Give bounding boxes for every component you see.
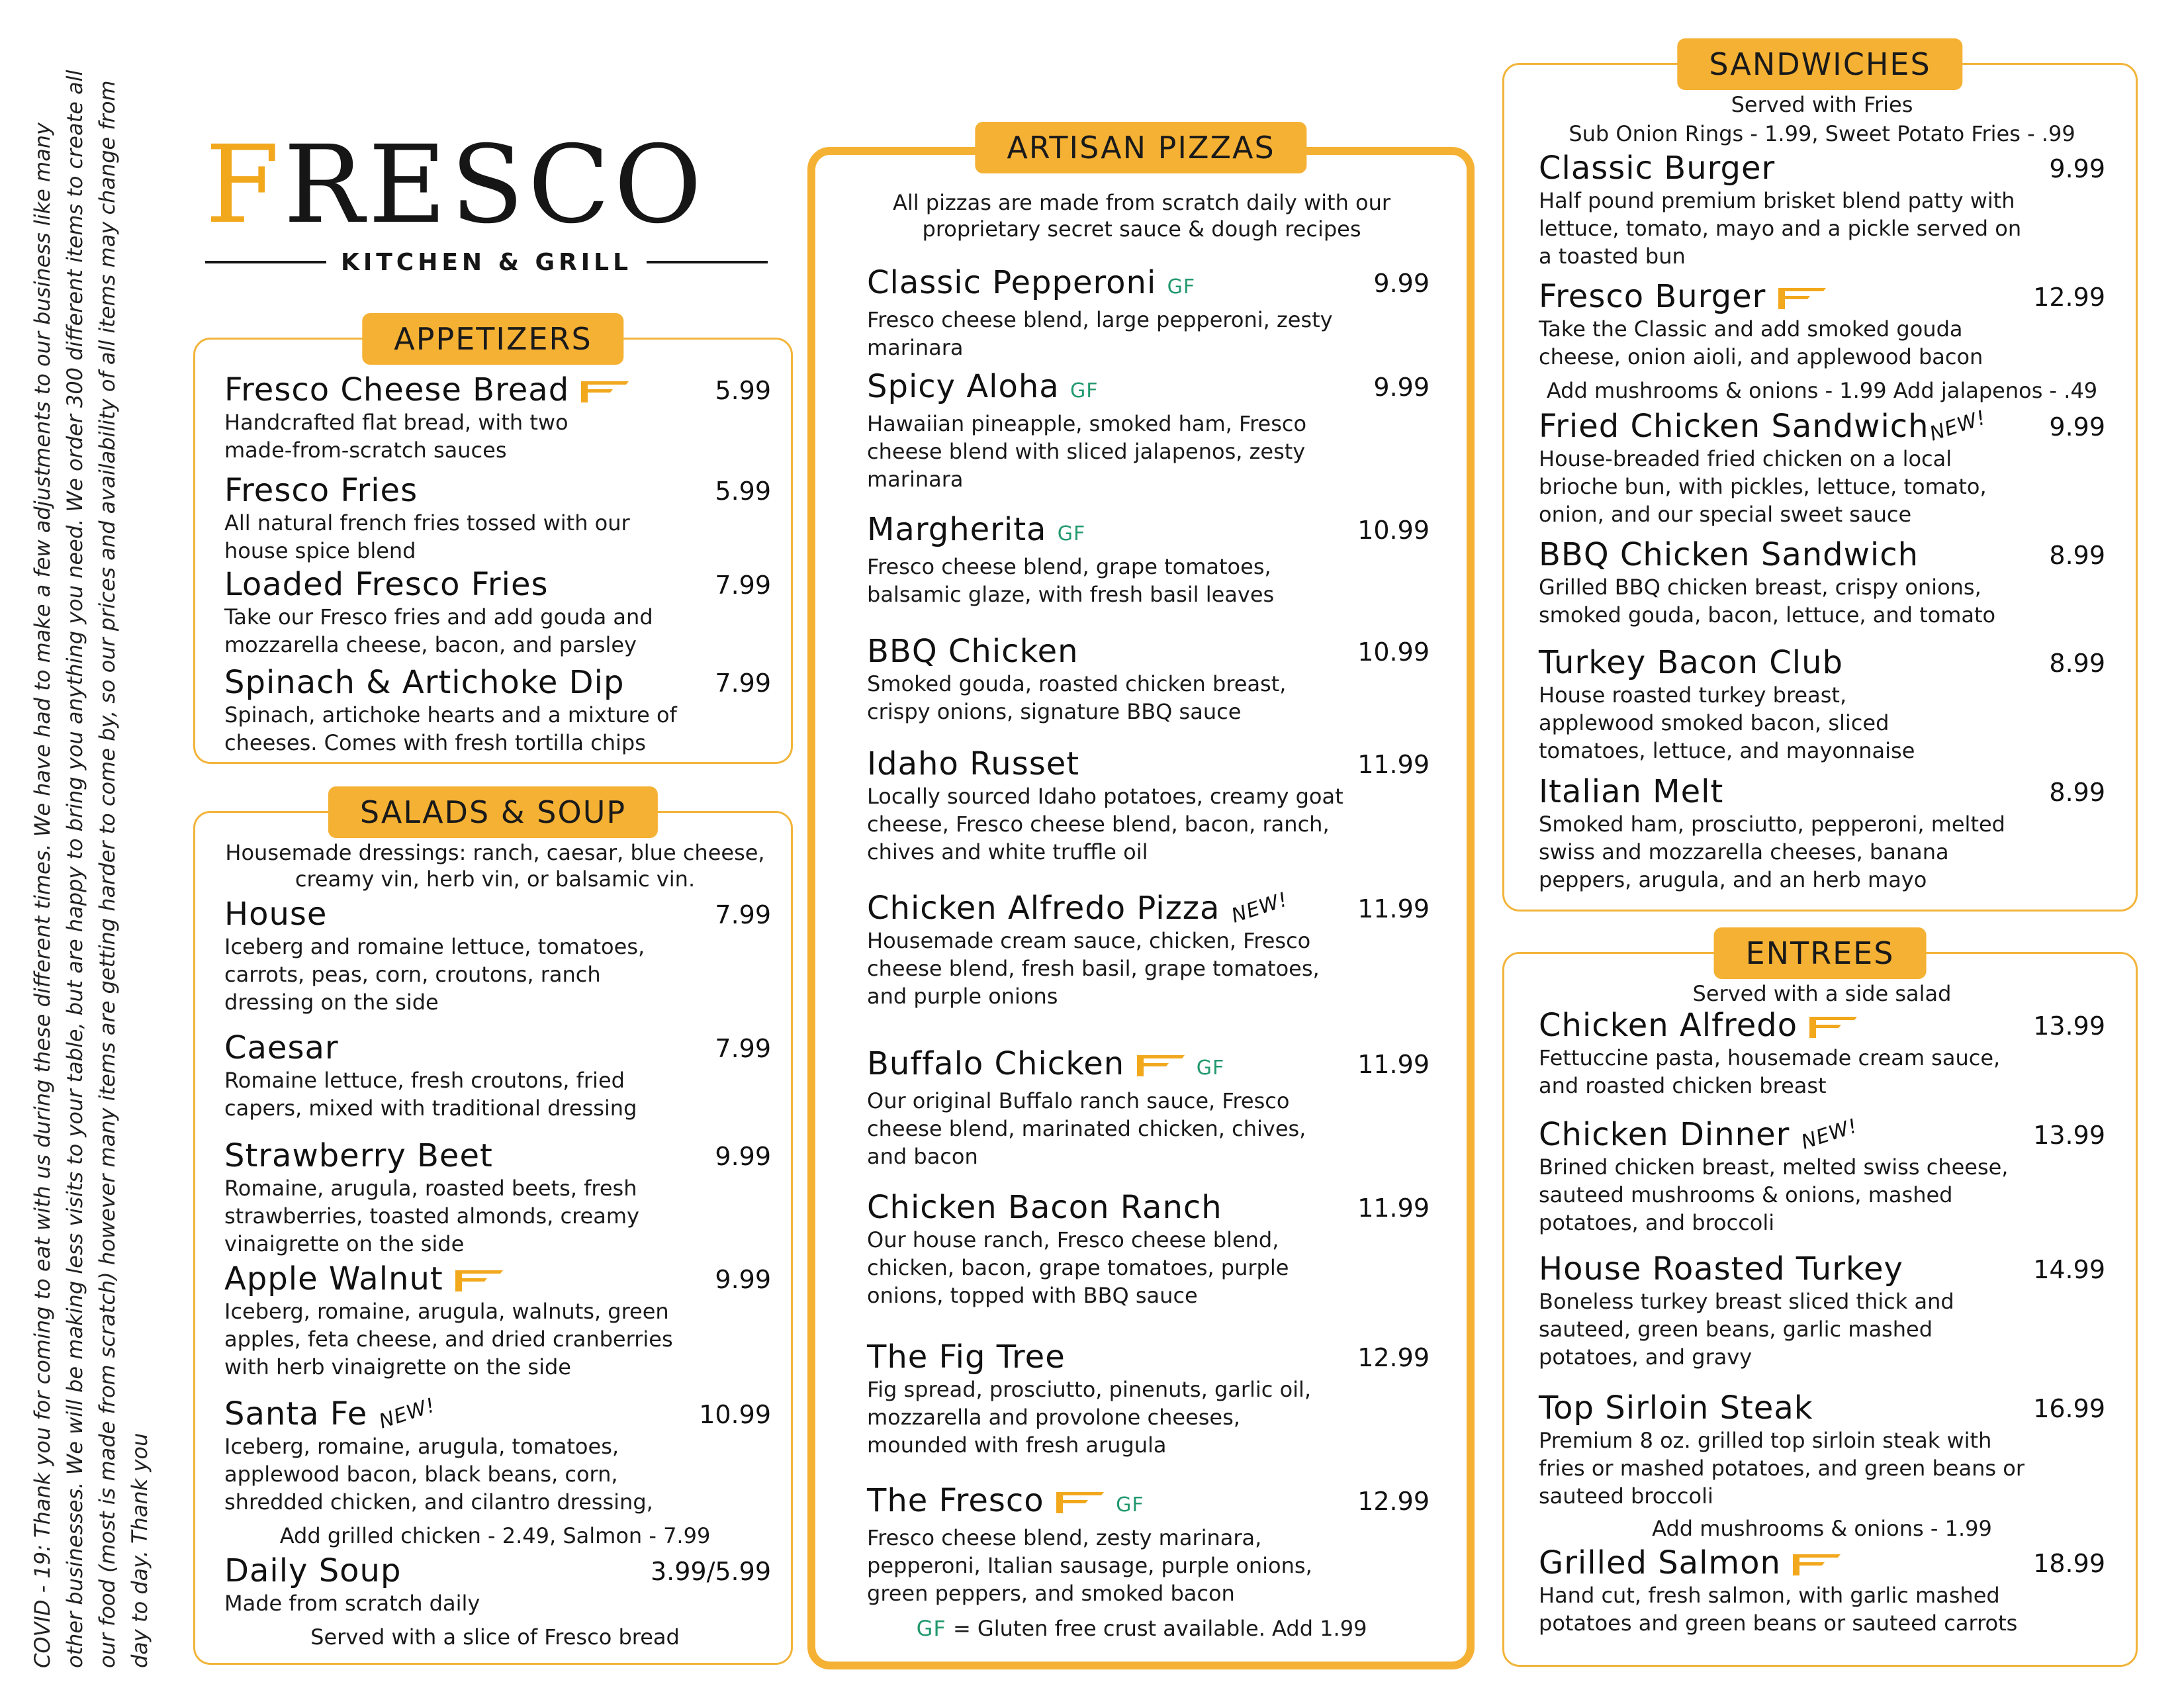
item-name: Fried Chicken Sandwich: [1539, 408, 1929, 445]
new-badge: NEW!: [1927, 406, 1989, 446]
item-description: Handcrafted flat bread, with two made-from-scratch sauces: [224, 410, 569, 463]
menu-item: [867, 1338, 1430, 1459]
item-name: Turkey Bacon Club: [1539, 644, 1843, 681]
item-price: 7.99: [715, 669, 771, 698]
item-price: 13.99: [2033, 1011, 2105, 1041]
item-price: 7.99: [715, 571, 771, 600]
menu-item: [1539, 1116, 2105, 1237]
item-price: 11.99: [1357, 750, 1430, 779]
item-name: Loaded Fresco Fries: [224, 566, 549, 603]
appetizers-section: [193, 321, 793, 764]
covid-notice: COVID - 19: Thank you for coming to eat with us during these different times. We have had to make a few adjustments to our business like many other businesses. We will be making less visits to your table, but are happy to bring you anything you need. We order 300 different items to create all our food (most is made from scratch) however many items are getting harder to come by, so our prices and availability of all items may change from day to day. Thank you: [30, 70, 152, 1668]
item-name: Strawberry Beet: [224, 1137, 493, 1174]
salads-soup-section: [193, 794, 793, 1665]
artisan-pizzas-section: [807, 130, 1475, 1669]
item-description: Iceberg, romaine, arugula, walnuts, green apples, feta cheese, and dried cranberries with herb vinaigrette on the side: [224, 1299, 673, 1380]
item-price: 9.99: [1373, 373, 1430, 402]
salad-addon-note: Add grilled chicken - 2.49, Salmon - 7.99: [279, 1523, 711, 1548]
item-name: Margherita: [867, 511, 1047, 548]
gf-badge: GF: [1167, 275, 1196, 299]
menu-item: [867, 890, 1430, 1010]
item-price: 10.99: [699, 1400, 771, 1429]
entrees-section: [1502, 935, 2138, 1667]
menu-item: [1539, 1007, 2105, 1100]
fresco-logo: [205, 123, 768, 281]
item-price: 9.99: [715, 1142, 771, 1171]
item-name: Chicken Alfredo Pizza: [867, 890, 1220, 927]
fresco-f-icon: [1808, 1016, 1858, 1039]
new-badge: NEW!: [1798, 1114, 1860, 1154]
item-price: 7.99: [715, 1034, 771, 1063]
new-badge: NEW!: [376, 1393, 438, 1434]
item-description: Spinach, artichoke hearts and a mixture of cheeses. Comes with fresh tortilla chips: [224, 702, 677, 755]
menu-item: [867, 368, 1430, 493]
item-description: Iceberg and romaine lettuce, tomatoes, carrots, peas, corn, croutons, ranch dressing on the side: [224, 934, 645, 1015]
gf-badge: GF: [1057, 522, 1086, 545]
item-price: 9.99: [2049, 412, 2105, 442]
sandwiches-heading: SANDWICHES: [1677, 38, 1962, 90]
gf-badge: GF: [1116, 1493, 1144, 1517]
entrees-heading: ENTREES: [1714, 927, 1927, 979]
item-price: 11.99: [1357, 894, 1430, 923]
menu-item: [867, 511, 1430, 608]
fresco-f-icon: [1792, 1554, 1842, 1576]
item-description: Fig spread, prosciutto, pinenuts, garlic oil, mozzarella and provolone cheeses, mounded with fresh arugula: [867, 1377, 1312, 1458]
item-name: Grilled Salmon: [1539, 1544, 1781, 1581]
item-name: Classic Pepperoni: [867, 264, 1157, 301]
item-description: Take the Classic and add smoked gouda cheese, onion aioli, and applewood bacon: [1539, 316, 1983, 369]
item-description: Smoked gouda, roasted chicken breast, crispy onions, signature BBQ sauce: [867, 671, 1287, 724]
item-description: Fresco cheese blend, grape tomatoes, balsamic glaze, with fresh basil leaves: [867, 554, 1275, 607]
item-price: 5.99: [715, 376, 771, 405]
item-description: Hawaiian pineapple, smoked ham, Fresco cheese blend with sliced jalapenos, zesty marinara: [867, 411, 1307, 492]
entrees-served-note: Served with a side salad: [1692, 981, 1952, 1006]
logo-rule-left: [205, 261, 326, 263]
item-description: Boneless turkey breast sliced thick and sauteed, green beans, garlic mashed potatoes, and gravy: [1539, 1289, 1954, 1370]
menu-item: [867, 264, 1430, 361]
gf-badge: GF: [1196, 1056, 1225, 1080]
menu-item: [224, 1137, 771, 1258]
item-name: Fresco Fries: [224, 472, 418, 509]
menu-item: [224, 1029, 771, 1122]
item-price: 9.99: [1373, 269, 1430, 298]
item-price: 9.99: [2049, 154, 2105, 183]
salads-soup-heading: SALADS & SOUP: [328, 786, 658, 838]
gf-badge: GF: [1069, 379, 1099, 402]
item-price: 9.99: [715, 1265, 771, 1294]
menu-item: [1539, 408, 2105, 528]
item-description: Our original Buffalo ranch sauce, Fresco cheese blend, marinated chicken, chives, and bacon: [867, 1088, 1306, 1169]
item-name: Top Sirloin Steak: [1539, 1389, 1813, 1427]
item-price: 14.99: [2033, 1255, 2105, 1284]
soup-footer-note: Served with a slice of Fresco bread: [310, 1624, 680, 1650]
item-price: 12.99: [2033, 283, 2105, 312]
item-description: Fettuccine pasta, housemade cream sauce, and roasted chicken breast: [1539, 1045, 2001, 1098]
fresco-f-icon: [1136, 1055, 1186, 1077]
item-description: Smoked ham, prosciutto, pepperoni, melted swiss and mozzarella cheeses, banana peppers, arugula, and an herb mayo: [1539, 812, 2005, 892]
item-name: BBQ Chicken: [867, 633, 1079, 670]
item-name: Fresco Cheese Bread: [224, 371, 570, 408]
item-name: The Fig Tree: [867, 1338, 1066, 1376]
fresco-f-icon: [1055, 1491, 1105, 1514]
item-price: 13.99: [2033, 1121, 2105, 1150]
menu-item: [1539, 644, 2105, 765]
menu-item: [224, 566, 771, 659]
new-badge: NEW!: [1228, 888, 1291, 928]
fresco-f-icon: [1777, 287, 1827, 310]
logo-subtitle-row: [205, 246, 768, 279]
item-price: 12.99: [1357, 1343, 1430, 1372]
appetizers-heading: APPETIZERS: [362, 313, 623, 365]
item-name: Idaho Russet: [867, 745, 1080, 782]
item-name: Buffalo Chicken: [867, 1045, 1125, 1082]
menu-item: [867, 745, 1430, 866]
sandwich-addon-note: Add mushrooms & onions - 1.99 Add jalapenos - .49: [1546, 378, 2098, 403]
item-name: House Roasted Turkey: [1539, 1250, 1903, 1288]
item-description: Half pound premium brisket blend patty with lettuce, tomato, mayo and a pickle served on a toasted bun: [1539, 188, 2022, 269]
item-description: Our house ranch, Fresco cheese blend, chicken, bacon, grape tomatoes, purple onions, topped with BBQ sauce: [867, 1227, 1289, 1308]
item-name: Italian Melt: [1539, 773, 1724, 810]
item-price: 18.99: [2033, 1549, 2105, 1578]
fresco-f-icon: [454, 1270, 504, 1292]
fresco-f-icon: [580, 381, 630, 403]
menu-item: [867, 1189, 1430, 1309]
item-description: House-breaded fried chicken on a local brioche bun, with pickles, lettuce, tomato, onion, and our special sweet sauce: [1539, 446, 1987, 527]
menu-item: [224, 1552, 771, 1617]
menu-item: [1539, 278, 2105, 371]
item-description: Fresco cheese blend, large pepperoni, zesty marinara: [867, 307, 1333, 360]
artisan-pizzas-heading: ARTISAN PIZZAS: [975, 122, 1306, 173]
item-name: BBQ Chicken Sandwich: [1539, 536, 1919, 573]
menu-item: [1539, 1250, 2105, 1371]
menu-item: [867, 1482, 1430, 1607]
item-price: 7.99: [715, 900, 771, 929]
gf-legend: [855, 1615, 1428, 1642]
item-price: 11.99: [1357, 1050, 1430, 1079]
item-price: 3.99/5.99: [650, 1557, 771, 1586]
gf-legend-text: = Gluten free crust available. Add 1.99: [952, 1616, 1367, 1641]
menu-item: [224, 1395, 771, 1516]
item-price: 16.99: [2033, 1394, 2105, 1423]
item-name: Spinach & Artichoke Dip: [224, 664, 625, 701]
item-description: Locally sourced Idaho potatoes, creamy goat cheese, Fresco cheese blend, bacon, ranch, chives and white truffle oil: [867, 784, 1343, 865]
entree-addon-note: Add mushrooms & onions - 1.99: [1652, 1516, 1992, 1541]
menu-item: [224, 896, 771, 1016]
menu-item: [224, 371, 771, 464]
menu-item: [867, 633, 1430, 726]
item-name: Fresco Burger: [1539, 278, 1766, 315]
item-price: 8.99: [2049, 778, 2105, 807]
item-name: Daily Soup: [224, 1552, 402, 1589]
item-description: Take our Fresco fries and add gouda and mozzarella cheese, bacon, and parsley: [224, 604, 653, 657]
item-description: Housemade cream sauce, chicken, Fresco cheese blend, fresh basil, grape tomatoes, and purple onions: [867, 928, 1320, 1009]
item-price: 10.99: [1357, 637, 1430, 667]
item-name: Chicken Bacon Ranch: [867, 1189, 1222, 1226]
item-name: The Fresco: [867, 1482, 1044, 1519]
gf-legend-label: GF: [916, 1616, 946, 1641]
item-description: Hand cut, fresh salmon, with garlic mashed potatoes and green beans or sauteed carrots: [1539, 1583, 2018, 1636]
menu-item: [1539, 150, 2105, 270]
menu-item: [224, 1260, 771, 1381]
item-price: 8.99: [2049, 649, 2105, 678]
item-description: House roasted turkey breast, applewood smoked bacon, sliced tomatoes, lettuce, and mayonnaise: [1539, 682, 1915, 763]
menu-item: [1539, 536, 2105, 629]
item-price: 5.99: [715, 477, 771, 506]
item-price: 10.99: [1357, 516, 1430, 545]
sandwiches-sub-note: Sub Onion Rings - 1.99, Sweet Potato Fries - .99: [1569, 121, 2075, 146]
item-name: Chicken Dinner: [1539, 1116, 1790, 1153]
menu-item: [867, 1045, 1430, 1170]
menu-item: [224, 472, 771, 565]
item-name: Santa Fe: [224, 1395, 368, 1432]
sandwiches-section: [1502, 46, 2138, 912]
menu-item: [1539, 1544, 2105, 1637]
item-name: Apple Walnut: [224, 1260, 443, 1297]
menu-item: [1539, 1389, 2105, 1510]
item-name: Chicken Alfredo: [1539, 1007, 1798, 1044]
item-description: Grilled BBQ chicken breast, crispy onions, smoked gouda, bacon, lettuce, and tomato: [1539, 575, 1996, 628]
item-price: 11.99: [1357, 1194, 1430, 1223]
item-description: Brined chicken breast, melted swiss cheese, sauteed mushrooms & onions, mashed potatoes, and broccoli: [1539, 1154, 2009, 1235]
item-name: House: [224, 896, 328, 933]
menu-item: [224, 664, 771, 757]
item-name: Classic Burger: [1539, 150, 1776, 187]
item-price: 12.99: [1357, 1487, 1430, 1516]
logo-wordmark: FRESCO: [205, 123, 706, 248]
item-name: Caesar: [224, 1029, 339, 1066]
item-description: Romaine, arugula, roasted beets, fresh strawberries, toasted almonds, creamy vinaigrette on the side: [224, 1176, 639, 1256]
dressings-note: Housemade dressings: ranch, caesar, blue cheese, creamy vin, herb vin, or balsamic vin.: [225, 840, 765, 892]
item-description: Romaine lettuce, fresh croutons, fried capers, mixed with traditional dressing: [224, 1068, 637, 1121]
logo-rule-right: [647, 261, 768, 263]
logo-subtitle: KITCHEN & GRILL: [340, 248, 633, 276]
item-description: Made from scratch daily: [224, 1591, 480, 1616]
item-description: All natural french fries tossed with our house spice blend: [224, 510, 630, 563]
item-price: 8.99: [2049, 541, 2105, 570]
pizza-intro-note: All pizzas are made from scratch daily with our proprietary secret sauce & dough recipes: [892, 190, 1391, 242]
item-description: Premium 8 oz. grilled top sirloin steak with fries or mashed potatoes, and green beans or sauteed broccoli: [1539, 1428, 2025, 1509]
item-name: Spicy Aloha: [867, 368, 1060, 405]
item-description: Iceberg, romaine, arugula, tomatoes, applewood bacon, black beans, corn, shredded chicken, and cilantro dressing,: [224, 1434, 653, 1515]
menu-item: [1539, 773, 2105, 894]
sandwiches-served-note: Served with Fries: [1731, 92, 1913, 117]
item-description: Fresco cheese blend, zesty marinara, pepperoni, Italian sausage, purple onions, green peppers, and smoked bacon: [867, 1525, 1312, 1606]
